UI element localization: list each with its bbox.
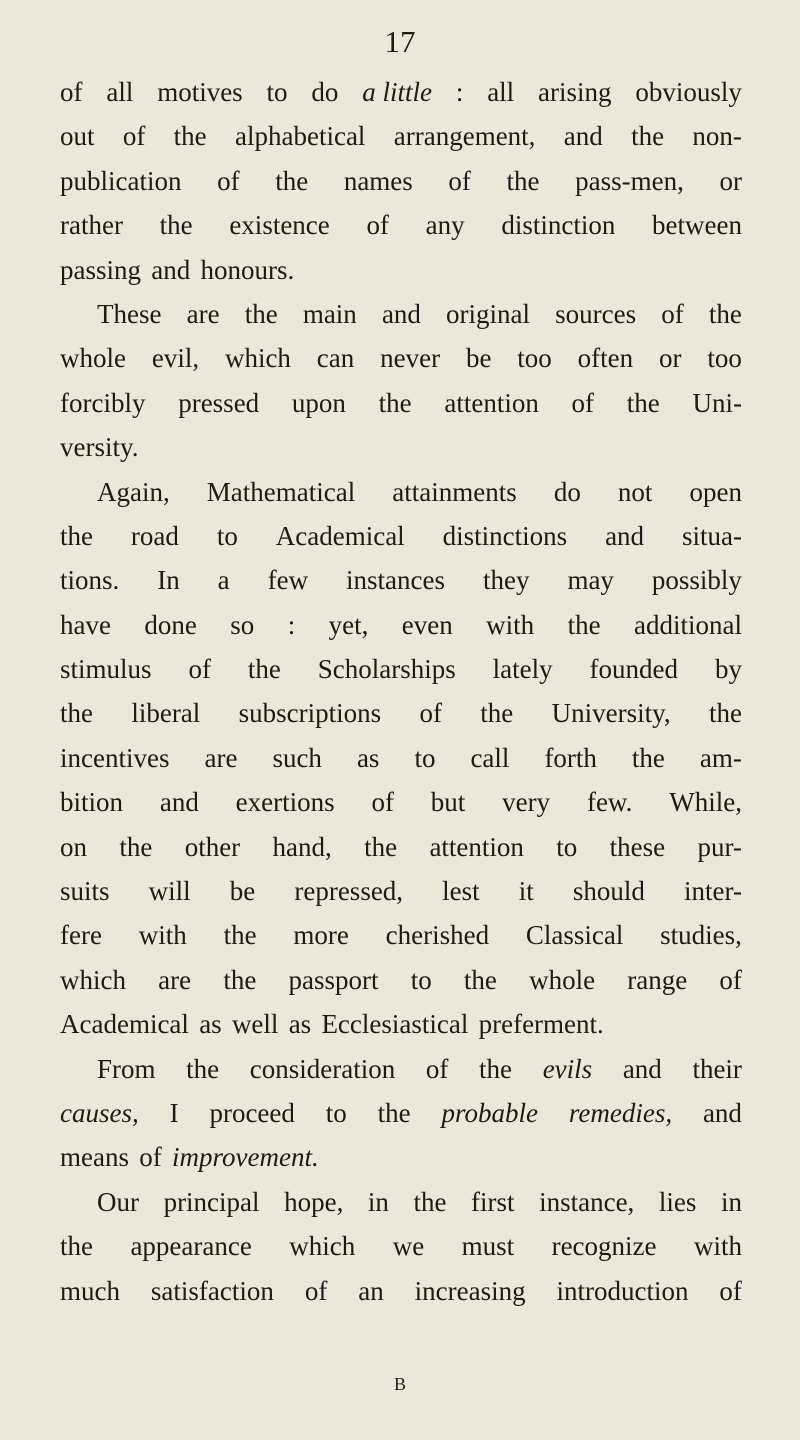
word: of	[661, 298, 684, 329]
word: suits	[60, 876, 110, 907]
word: as	[288, 1009, 312, 1040]
word: of	[122, 121, 146, 152]
word: hand,	[272, 831, 332, 862]
word: Uni-	[692, 387, 742, 418]
word: Ecclesiastical	[321, 1009, 469, 1040]
text-line	[60, 292, 742, 336]
text-line	[60, 736, 742, 780]
word: should	[572, 876, 645, 907]
word: proceed	[209, 1097, 295, 1128]
word: inter-	[684, 876, 742, 907]
word: increasing	[414, 1275, 526, 1306]
word: instances	[346, 565, 446, 596]
word: by	[714, 654, 742, 685]
word: remedies,	[568, 1097, 673, 1128]
word: never	[380, 343, 441, 374]
word: with	[486, 609, 535, 640]
text-line	[60, 913, 742, 957]
word: sources	[555, 298, 637, 329]
word: obviously	[635, 77, 742, 107]
word: founded	[589, 654, 679, 685]
word: passport	[288, 964, 379, 995]
word: are	[158, 964, 192, 995]
word: range	[627, 964, 688, 995]
word: few	[267, 565, 309, 596]
word: exertions	[235, 787, 335, 818]
text-line	[60, 1091, 742, 1135]
word: done	[144, 609, 197, 640]
word: probable	[441, 1097, 538, 1128]
text-line	[60, 1224, 742, 1268]
word: pass-men,	[575, 165, 684, 196]
word: causes,	[60, 1097, 139, 1128]
text-line	[60, 1269, 742, 1313]
word: rather	[60, 210, 123, 241]
word: cherished	[385, 920, 490, 951]
word: These	[97, 298, 162, 329]
word: non-	[692, 121, 742, 152]
word: incentives	[60, 742, 170, 773]
word: pur-	[697, 831, 742, 862]
word: consideration	[249, 1053, 396, 1084]
word: with	[138, 920, 187, 951]
word: versity.	[60, 432, 139, 463]
word: of	[366, 210, 389, 241]
word: evil,	[151, 343, 200, 374]
word: subscriptions	[238, 698, 382, 729]
word: may	[567, 565, 614, 596]
word: to	[410, 964, 432, 995]
word: Again,	[97, 476, 170, 507]
word: the	[378, 387, 412, 418]
word: of	[719, 1275, 742, 1306]
word: and	[151, 254, 191, 285]
word: all	[106, 77, 134, 107]
word: attainments	[392, 476, 517, 507]
word: In	[157, 565, 180, 596]
word: improvement.	[171, 1142, 319, 1173]
word: which	[289, 1231, 356, 1262]
word: not	[617, 476, 653, 507]
word: the	[364, 831, 398, 862]
word: the	[60, 1231, 93, 1262]
word: of	[719, 964, 742, 995]
signature-mark: B	[393, 1374, 406, 1394]
word: principal	[163, 1186, 260, 1217]
word: forcibly	[60, 387, 146, 418]
word: to	[414, 742, 436, 773]
word: fere	[60, 920, 102, 951]
word: in	[720, 1186, 742, 1217]
word: Our	[97, 1186, 139, 1217]
word: of	[425, 1053, 449, 1084]
word: tions.	[60, 565, 120, 596]
word: as	[199, 1009, 222, 1040]
word: Classical	[525, 920, 624, 951]
word: possibly	[651, 565, 742, 596]
text-line	[60, 825, 742, 869]
word: the	[377, 1097, 411, 1128]
word: and	[622, 1053, 662, 1084]
word: will	[148, 876, 191, 907]
word: all	[487, 77, 515, 107]
text-line	[60, 159, 742, 203]
word: stimulus	[60, 654, 152, 685]
word: even	[401, 609, 453, 640]
word: which	[224, 343, 291, 374]
text-line	[60, 70, 742, 114]
word: or	[659, 343, 682, 374]
word: recognize	[551, 1231, 657, 1262]
text-line	[60, 1002, 742, 1046]
word: am-	[699, 742, 742, 773]
word: the	[119, 831, 153, 862]
word: of	[217, 165, 240, 196]
word: appearance	[130, 1231, 252, 1262]
word: the	[708, 698, 742, 729]
word: between	[652, 210, 742, 241]
word: of	[139, 1142, 162, 1173]
word: passing	[60, 254, 141, 285]
word: bition	[60, 787, 124, 818]
word: are	[186, 298, 220, 329]
text-line	[60, 470, 742, 514]
word: While,	[669, 787, 742, 818]
word: must	[461, 1231, 515, 1262]
word: as	[356, 742, 380, 773]
word: the	[244, 298, 278, 329]
word: attention	[429, 831, 524, 862]
word: the	[631, 742, 665, 773]
word: the	[479, 1053, 513, 1084]
word: out	[60, 121, 95, 152]
word: From	[97, 1053, 156, 1084]
word: to	[266, 77, 288, 107]
word: and	[381, 298, 421, 329]
word: they	[482, 565, 530, 596]
word: to	[216, 520, 238, 551]
word: the	[223, 920, 257, 951]
word: the	[186, 1053, 220, 1084]
word: the	[173, 121, 207, 152]
word: lately	[492, 654, 553, 685]
text-line	[60, 869, 742, 913]
word: Scholarships	[317, 654, 456, 685]
word: evils	[542, 1053, 593, 1084]
word: alphabetical	[235, 121, 366, 152]
word: arrangement,	[393, 121, 536, 152]
word: and	[702, 1097, 742, 1128]
word: situa-	[681, 520, 742, 551]
word: the	[626, 387, 660, 418]
word: and	[159, 787, 199, 818]
word: of	[60, 77, 83, 107]
word: often	[577, 343, 634, 374]
text-line	[60, 1180, 742, 1224]
word: lest	[442, 876, 480, 907]
text-line	[60, 558, 742, 602]
word: too	[517, 343, 552, 374]
word: call	[470, 742, 510, 773]
text-line	[60, 381, 742, 425]
word: names	[343, 165, 413, 196]
text-line	[60, 114, 742, 158]
word: whole	[60, 343, 126, 374]
word: the	[275, 165, 309, 196]
text-line	[60, 958, 742, 1002]
word: attention	[444, 387, 539, 418]
word: instance,	[539, 1186, 635, 1217]
word: main	[302, 298, 357, 329]
word: other	[184, 831, 241, 862]
word: upon	[291, 387, 346, 418]
word: or	[719, 165, 742, 196]
word: any	[425, 210, 465, 241]
word: lies	[658, 1186, 697, 1217]
word: of	[571, 387, 595, 418]
text-line	[60, 203, 742, 247]
word: well	[231, 1009, 279, 1040]
word: the	[567, 609, 601, 640]
word: on	[60, 831, 87, 862]
text-line	[60, 425, 742, 469]
word: whole	[529, 964, 596, 995]
word: open	[689, 476, 742, 507]
word: do	[553, 476, 581, 507]
word: few.	[586, 787, 633, 818]
text-line	[60, 248, 742, 292]
word: repressed,	[294, 876, 404, 907]
word: of	[188, 654, 211, 685]
word: distinction	[501, 210, 616, 241]
word: :	[287, 609, 296, 640]
word: publication	[60, 165, 182, 196]
word: such	[272, 742, 322, 773]
word: the	[60, 520, 93, 551]
word: much	[60, 1275, 120, 1306]
word: we	[392, 1231, 425, 1262]
word: the	[480, 698, 514, 729]
word: arising	[538, 77, 612, 107]
text-line	[60, 780, 742, 824]
word: be	[465, 343, 492, 374]
word: in	[367, 1186, 389, 1217]
word: the	[708, 298, 742, 329]
word: preferment.	[478, 1009, 604, 1040]
word: means	[60, 1142, 129, 1173]
text-line	[60, 336, 742, 380]
word: the	[413, 1186, 447, 1217]
word: honours.	[200, 254, 295, 285]
word: so	[230, 609, 255, 640]
text-line	[60, 691, 742, 735]
word: these	[609, 831, 666, 862]
word: have	[60, 609, 111, 640]
word: existence	[229, 210, 330, 241]
word: hope,	[284, 1186, 344, 1217]
word: with	[693, 1231, 742, 1262]
word: a	[217, 565, 230, 596]
word: Academical	[60, 1009, 189, 1040]
word: distinctions	[442, 520, 568, 551]
word: the	[223, 964, 257, 995]
word: studies,	[660, 920, 742, 951]
word: introduction	[556, 1275, 689, 1306]
word: Academical	[275, 520, 405, 551]
word: the	[247, 654, 281, 685]
word: but	[430, 787, 466, 818]
word: to	[556, 831, 578, 862]
page-number: 17	[384, 24, 416, 59]
word: very	[502, 787, 551, 818]
word: yet,	[328, 609, 369, 640]
word: are	[204, 742, 238, 773]
word: too	[707, 343, 742, 374]
word: satisfaction	[150, 1275, 274, 1306]
word: the	[631, 121, 665, 152]
word: be	[229, 876, 256, 907]
word: their	[692, 1053, 742, 1084]
body-text	[60, 70, 742, 1313]
word: of	[304, 1275, 328, 1306]
word: the	[463, 964, 497, 995]
word: :	[455, 77, 464, 107]
word: liberal	[131, 698, 201, 729]
word: original	[446, 298, 531, 329]
word: do	[311, 77, 339, 107]
word: and	[563, 121, 603, 152]
text-line	[60, 514, 742, 558]
word: the	[159, 210, 193, 241]
word: of	[371, 787, 394, 818]
text-line	[60, 603, 742, 647]
text-line	[60, 1047, 742, 1091]
word: motives	[157, 77, 243, 107]
word: I	[169, 1097, 179, 1128]
word: University,	[551, 698, 671, 729]
word: of	[448, 165, 471, 196]
word: road	[130, 520, 179, 551]
word: of	[419, 698, 442, 729]
word: a little	[362, 77, 432, 107]
word: to	[325, 1097, 347, 1128]
word: the	[60, 698, 93, 729]
text-line	[60, 647, 742, 691]
word: and	[605, 520, 645, 551]
word: pressed	[178, 387, 260, 418]
word: the	[506, 165, 540, 196]
word: first	[471, 1186, 515, 1217]
word: an	[358, 1275, 384, 1306]
word: can	[316, 343, 355, 374]
text-line	[60, 1135, 742, 1179]
word: Mathematical	[206, 476, 356, 507]
word: forth	[544, 742, 597, 773]
word: it	[518, 876, 534, 907]
word: more	[293, 920, 349, 951]
word: additional	[633, 609, 742, 640]
word: which	[60, 964, 126, 995]
